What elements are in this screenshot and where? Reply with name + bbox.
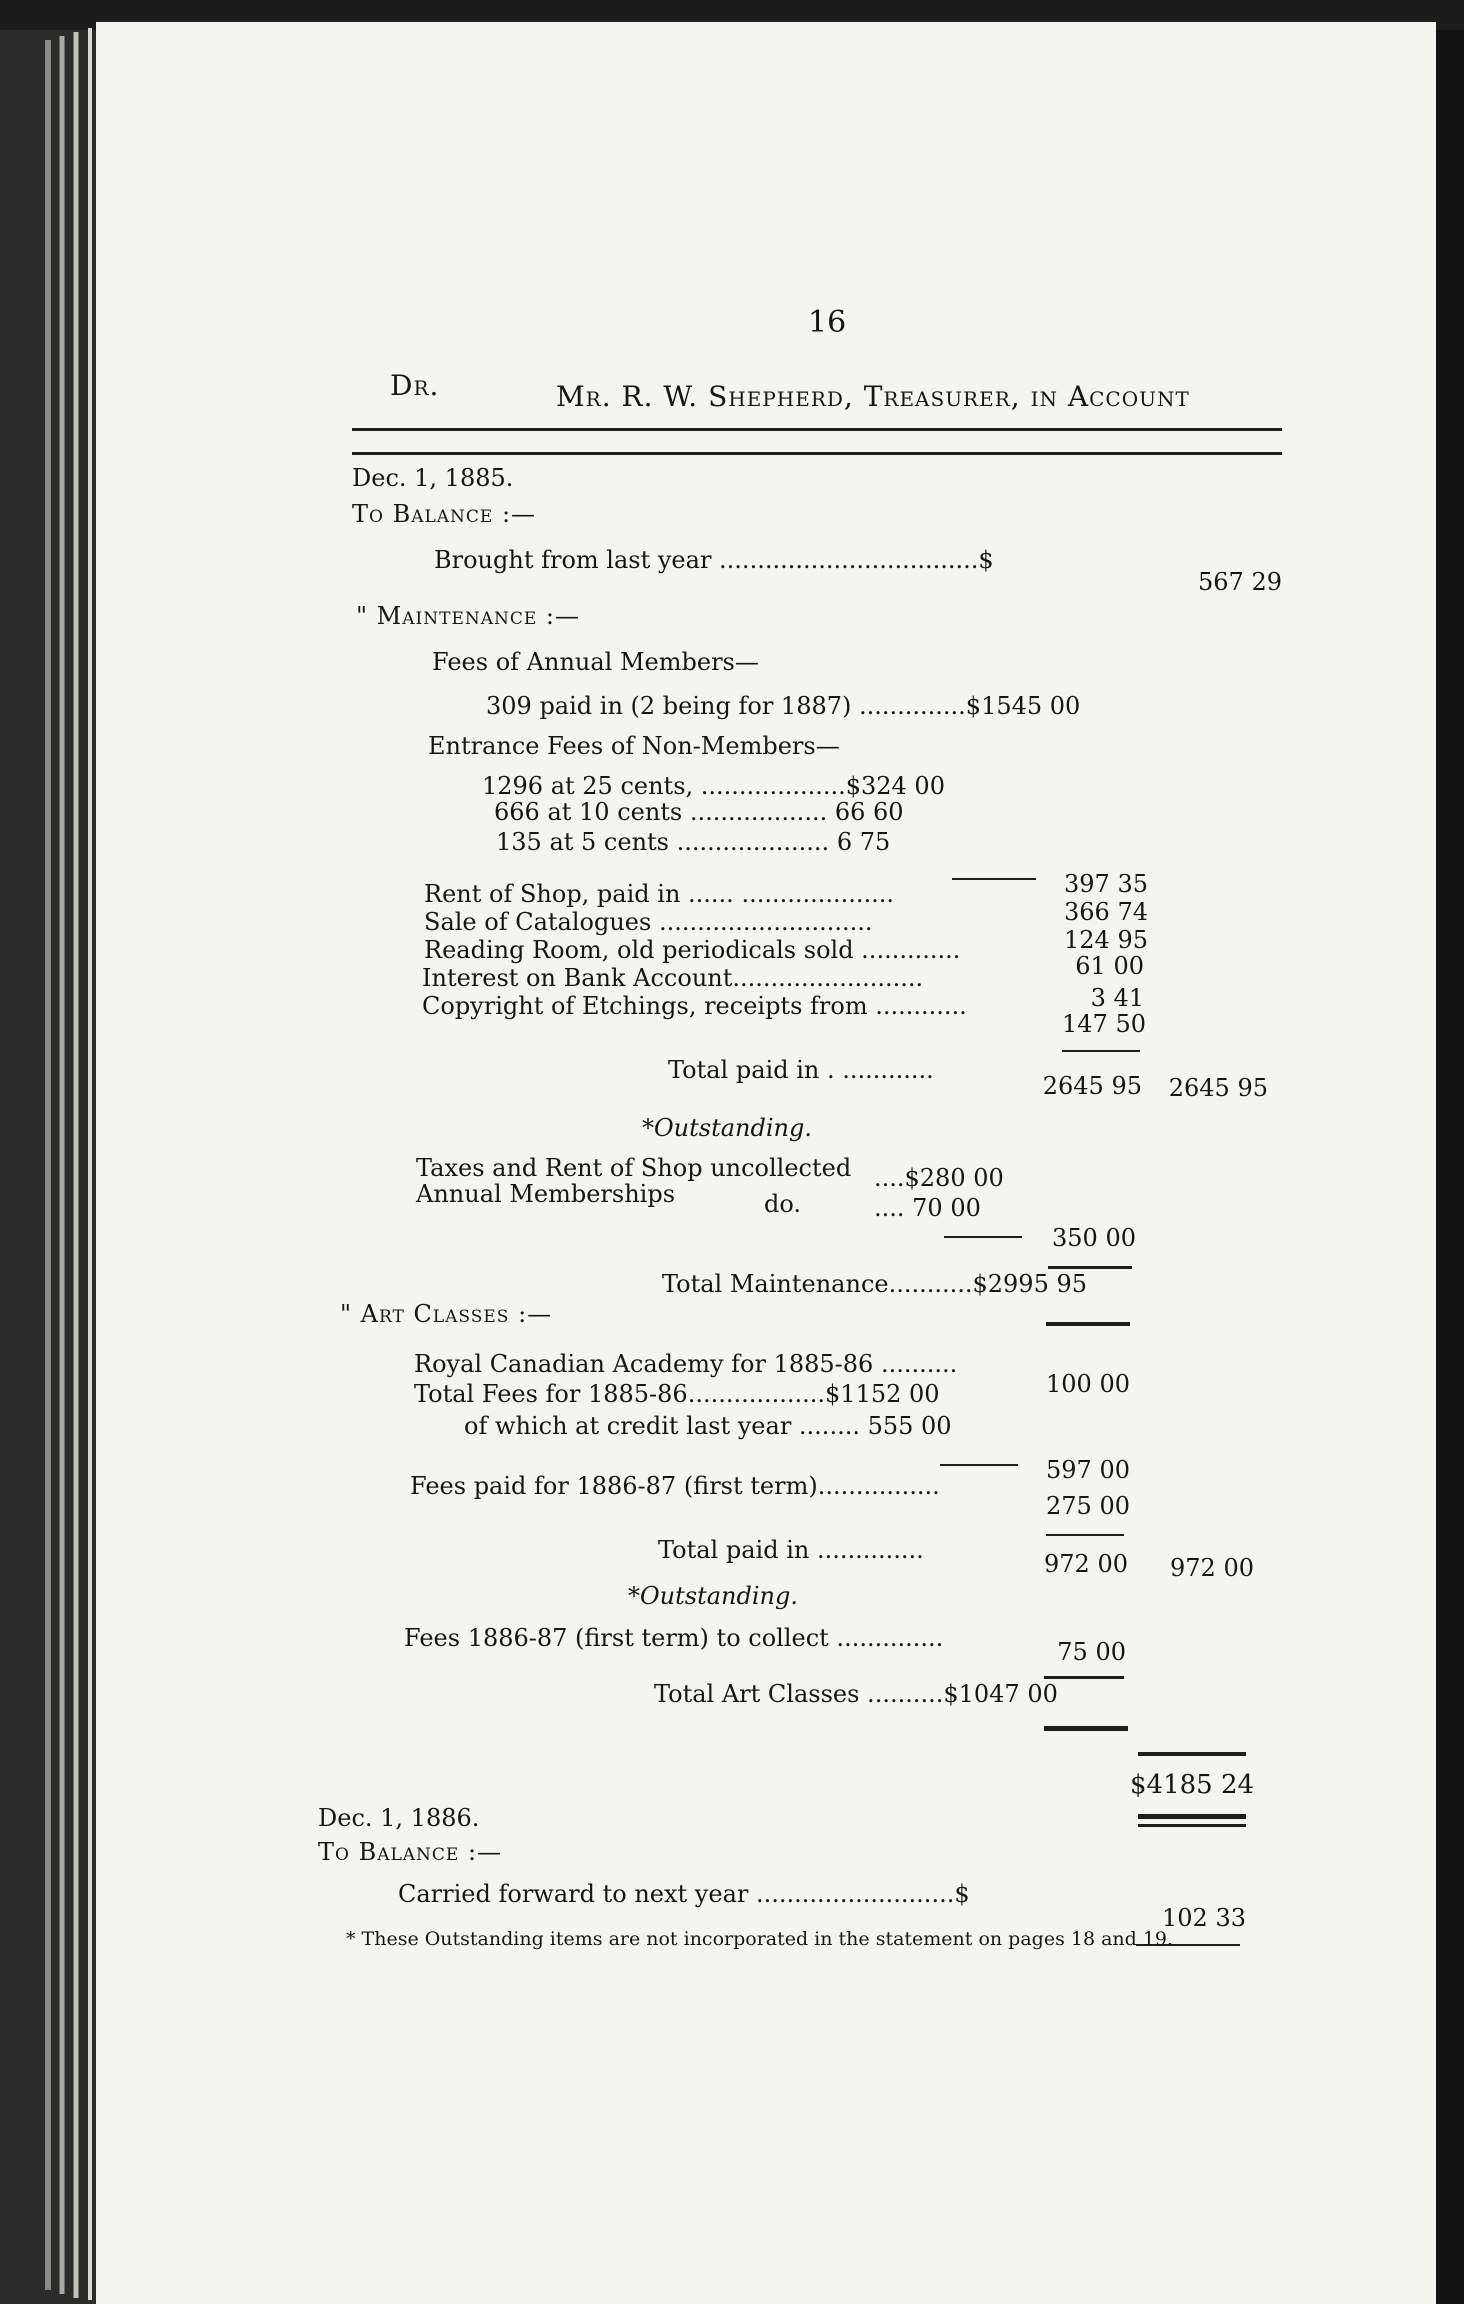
header-rule-bottom (352, 452, 1282, 455)
maintenance-total-paid-label: Total paid in . ............ (668, 1056, 934, 1084)
items-subtotal-rule (1062, 1050, 1140, 1052)
entrance-heading: Entrance Fees of Non-Members— (428, 732, 840, 760)
grand-total-rule-bottom-2 (1138, 1824, 1246, 1827)
brought-forward-amount: 567 29 (1198, 568, 1282, 596)
total-maintenance: Total Maintenance...........$2995 95 (662, 1270, 1088, 1298)
outstanding-item-label: Taxes and Rent of Shop uncollected (416, 1154, 852, 1182)
collect-rule (1044, 1676, 1124, 1679)
account-title: Mr. R. W. Shepherd, Treasurer, in Account (556, 380, 1190, 413)
maintenance-total-paid-amount: 2645 95 (1042, 1072, 1142, 1100)
maintenance-item-label: Rent of Shop, paid in ...... .................... (424, 880, 895, 908)
fees-paid-label: Fees paid for 1886-87 (first term)................ (410, 1472, 940, 1500)
grand-total-rule-bottom-1 (1138, 1814, 1246, 1819)
fees-paid-amount: 275 00 (1046, 1492, 1130, 1520)
outstanding-ditto: do. (764, 1190, 802, 1218)
maintenance-item-label: Sale of Catalogues ............................ (424, 908, 873, 936)
art-outstanding-label: *Outstanding. (628, 1582, 798, 1610)
opening-date: Dec. 1, 1885. (352, 464, 514, 492)
brought-forward-label: Brought from last year ..................................$ (434, 546, 994, 574)
credit-last-year: of which at credit last year ........ 555 00 (464, 1412, 952, 1440)
grand-total: $4185 24 (1130, 1770, 1255, 1800)
entrance-subtotal-rule (952, 878, 1036, 880)
grand-total-rule-top (1138, 1752, 1246, 1756)
maintenance-item-label: Reading Room, old periodicals sold ............. (424, 936, 961, 964)
fees-annual-heading: Fees of Annual Members— (432, 648, 759, 676)
art-total-paid-outer: 972 00 (1170, 1554, 1254, 1582)
header-rule-top (352, 428, 1282, 431)
page-number: 16 (808, 305, 847, 340)
maintenance-item-label: Interest on Bank Account......................... (422, 964, 924, 992)
collect-amount: 75 00 (1057, 1638, 1126, 1666)
entrance-line: 1296 at 25 cents, ...................$324 00 (482, 772, 945, 800)
closing-date: Dec. 1, 1886. (318, 1804, 480, 1832)
maintenance-total-paid-outer: 2645 95 (1168, 1074, 1268, 1102)
total-art-classes-rule (1044, 1726, 1128, 1731)
closing-to-balance: To Balance :— (318, 1838, 503, 1866)
academy-label: Royal Canadian Academy for 1885-86 .......... (414, 1350, 958, 1378)
outstanding-item-amount: .... 70 00 (874, 1194, 981, 1222)
entrance-line: 666 at 10 cents .................. 66 60 (494, 798, 904, 826)
collect-label: Fees 1886-87 (first term) to collect .............. (404, 1624, 944, 1652)
total-maintenance-rule (1046, 1322, 1130, 1326)
annual-paid-in: 309 paid in (2 being for 1887) ..............$1545 00 (486, 692, 1081, 720)
maintenance-outstanding-label: *Outstanding. (642, 1114, 812, 1142)
maintenance-item-amount: 366 74 (1064, 898, 1148, 926)
total-art-classes: Total Art Classes ..........$1047 00 (654, 1680, 1058, 1708)
credit-subtotal-rule (940, 1464, 1018, 1466)
fees-paid-rule (1046, 1534, 1124, 1536)
total-fees-label: Total Fees for 1885-86..................$1152 00 (414, 1380, 940, 1408)
outstanding-total-rule (1048, 1266, 1132, 1269)
art-total-paid-label: Total paid in .............. (658, 1536, 924, 1564)
maintenance-item-amount: 124 95 (1064, 926, 1148, 954)
outstanding-total: 350 00 (1052, 1224, 1136, 1252)
maintenance-item-label: Copyright of Etchings, receipts from ............ (422, 992, 967, 1020)
carried-forward-amount: 102 33 (1162, 1904, 1246, 1932)
art-classes-heading: " Art Classes :— (340, 1300, 553, 1328)
outstanding-item-amount: ....$280 00 (874, 1164, 1004, 1192)
carried-forward-label: Carried forward to next year ..........................$ (398, 1880, 970, 1908)
art-total-paid-amount: 972 00 (1044, 1550, 1128, 1578)
maintenance-heading: " Maintenance :— (356, 602, 581, 630)
opening-to-balance: To Balance :— (352, 500, 537, 528)
debit-heading: Dr. (390, 369, 440, 402)
maintenance-item-amount: 397 35 (1064, 870, 1148, 898)
art-net-amount: 597 00 (1046, 1456, 1130, 1484)
maintenance-item-amount: 61 00 (1075, 952, 1144, 980)
outstanding-item-label: Annual Memberships (416, 1180, 676, 1208)
outstanding-subtotal-rule (944, 1236, 1022, 1238)
academy-amount: 100 00 (1046, 1370, 1130, 1398)
entrance-line: 135 at 5 cents .................... 6 75 (496, 828, 891, 856)
maintenance-item-amount: 3 41 (1090, 984, 1144, 1012)
maintenance-item-amount: 147 50 (1062, 1010, 1146, 1038)
footnote: * These Outstanding items are not incorporated in the statement on pages 18 and 19. (346, 1928, 1174, 1950)
